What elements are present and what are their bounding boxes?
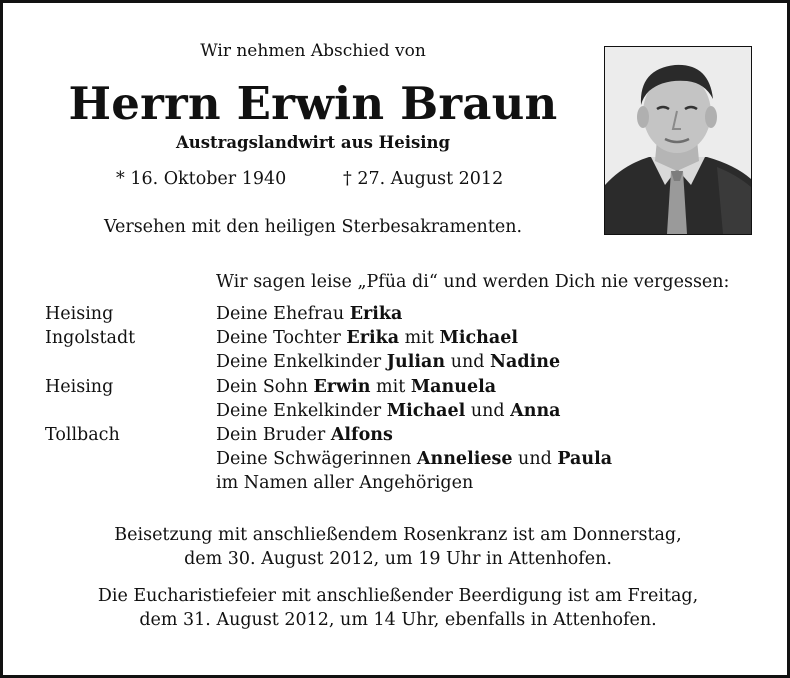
intro-text: Wir nehmen Abschied von — [200, 41, 426, 61]
mass-line-1: Die Eucharistiefeier mit anschließender Beerdigung ist am Freitag, — [97, 586, 699, 606]
mourner-row — [3, 377, 787, 401]
mourner-relation: Deine Schwägerinnen — [216, 449, 417, 470]
mourner-place: Heising — [45, 304, 114, 324]
rosary-line-1: Beisetzung mit anschließendem Rosenkranz ist am Donnerstag, — [114, 525, 682, 545]
mourner-place: Ingolstadt — [45, 328, 136, 349]
mourner-name: Erika — [346, 328, 400, 349]
mourners-list — [3, 304, 787, 498]
mourner-relation: im Namen aller Angehörigen — [216, 473, 474, 494]
mourner-row — [3, 304, 787, 328]
mourner-name: Michael — [439, 328, 518, 349]
mourner-relation: Dein Bruder — [216, 424, 331, 445]
mourner-place: Tollbach — [45, 424, 120, 445]
mourner-names — [216, 473, 473, 493]
mourner-name: Erwin — [313, 376, 371, 397]
mourner-name: Manuela — [410, 376, 497, 397]
mourner-relation: Dein Sohn — [216, 376, 314, 397]
mourner-relation: Deine Enkelkinder — [216, 352, 387, 373]
mourner-relation: und — [512, 449, 558, 470]
mourner-names — [216, 425, 393, 445]
mourner-relation: und — [445, 352, 490, 373]
mourner-row — [3, 328, 787, 352]
mourner-names — [216, 377, 496, 397]
deceased-occupation: Austragslandwirt aus Heising — [175, 133, 451, 152]
mourner-relation: und — [465, 400, 511, 421]
mourner-relation: mit — [399, 328, 440, 349]
mourner-name: Michael — [386, 400, 466, 421]
mourner-name: Anna — [510, 400, 561, 421]
farewell-text: Wir sagen leise „Pfüa di“ und werden Dich nie vergessen: — [216, 272, 730, 292]
mourner-row — [3, 449, 787, 473]
mourner-name: Nadine — [490, 352, 561, 373]
mourner-row — [3, 425, 787, 449]
rosary-line-2: dem 30. August 2012, um 19 Uhr in Attenhofen. — [184, 549, 612, 569]
mourner-relation: mit — [370, 376, 411, 397]
sacraments-text: Versehen mit den heiligen Sterbesakramenten. — [103, 217, 523, 237]
mourner-name: Anneliese — [416, 449, 513, 470]
portrait-image — [605, 47, 751, 234]
mourner-name: Alfons — [330, 424, 393, 445]
mourner-place: Heising — [45, 376, 114, 397]
mourner-relation: Deine Ehefrau — [216, 304, 350, 324]
mourner-name: Julian — [386, 352, 446, 373]
death-date: † 27. August 2012 — [343, 169, 504, 189]
birth-date: * 16. Oktober 1940 — [116, 169, 287, 189]
mourner-names — [216, 304, 402, 324]
mourner-name: Erika — [349, 304, 403, 324]
mourner-relation: Deine Enkelkinder — [216, 400, 387, 421]
mourner-row — [3, 473, 787, 497]
mourner-names — [216, 449, 612, 469]
mourner-names — [216, 401, 561, 421]
deceased-name: Herrn Erwin Braun — [68, 77, 558, 130]
mourner-relation: Deine Tochter — [216, 328, 347, 349]
mourner-row — [3, 352, 787, 376]
mourner-names — [216, 328, 518, 348]
mourner-names — [216, 352, 560, 372]
mourner-name: Paula — [557, 449, 613, 470]
mass-line-2: dem 31. August 2012, um 14 Uhr, ebenfalls in Attenhofen. — [139, 610, 657, 630]
portrait-photo — [604, 46, 752, 235]
mourner-row — [3, 401, 787, 425]
